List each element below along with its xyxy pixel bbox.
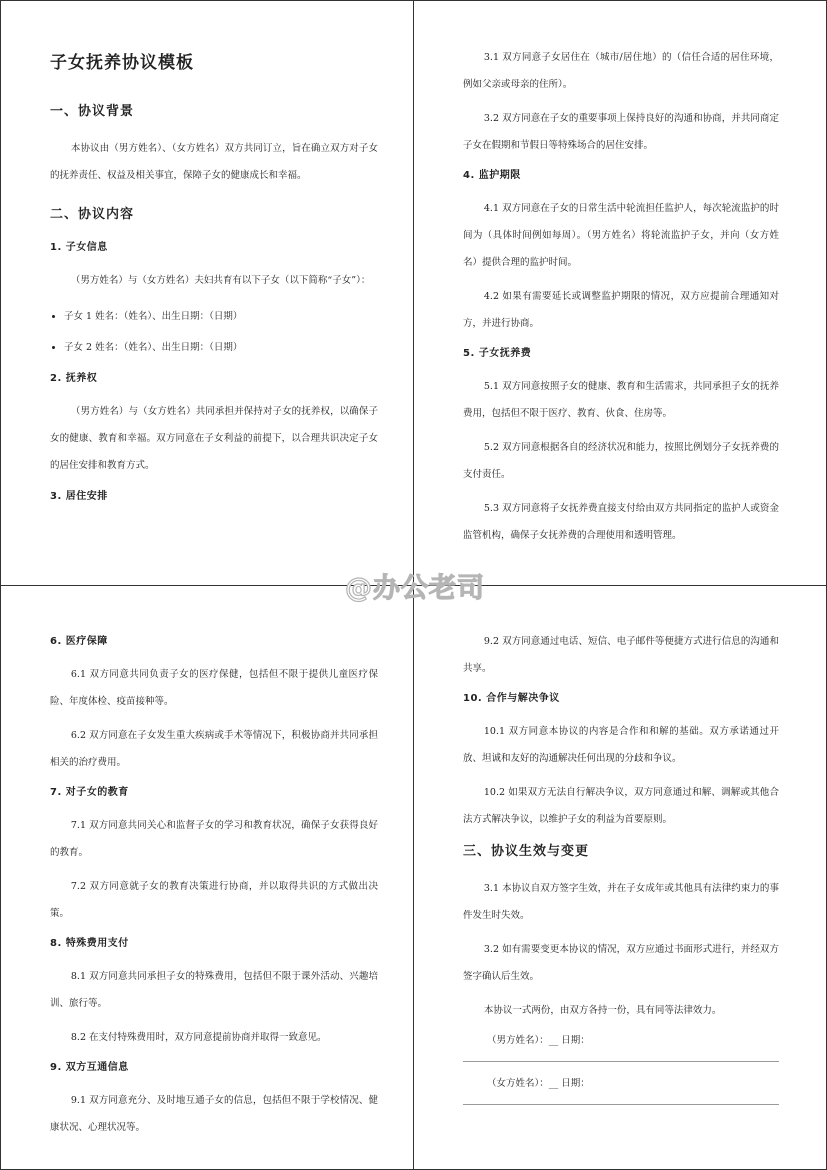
effect-3-1: 3.1 本协议自双方签字生效，并在子女成年或其他具有法律约束力的事件发生时失效。 xyxy=(463,883,779,921)
clause-8-2: 8.2 在支付特殊费用时，双方同意提前协商并取得一致意见。 xyxy=(70,1032,327,1043)
clause-heading-medical: 6. 医疗保障 xyxy=(50,636,108,647)
clause-heading-custody: 2. 抚养权 xyxy=(50,373,98,384)
clause-4-2: 4.2 如果有需要延长或调整监护期限的情况，双方应提前合理通知对方，并进行协商。 xyxy=(463,291,779,329)
signature-rule xyxy=(463,1104,779,1105)
signature-female: （女方姓名）：__ 日期： xyxy=(487,1078,590,1089)
clause-9-2: 9.2 双方同意通过电话、短信、电子邮件等便捷方式进行信息的沟通和共享。 xyxy=(463,636,779,674)
document-title: 子女抚养协议模板 xyxy=(50,53,194,73)
clause-heading-information: 9. 双方互通信息 xyxy=(50,1062,129,1073)
clause-heading-residence: 3. 居住安排 xyxy=(50,491,108,502)
clause-3-2: 3.2 双方同意在子女的重要事项上保持良好的沟通和协商，并共同商定子女在假期和节假日等特殊场合的居住安排。 xyxy=(463,113,779,151)
list-item: • 子女 1 姓名：（姓名）、出生日期：（日期） xyxy=(64,301,378,332)
clause-heading-child-info: 1. 子女信息 xyxy=(50,242,108,253)
signature-rule xyxy=(463,1061,779,1062)
clause-3-1: 3.1 双方同意子女居住在（城市/居住地）的（信任合适的居住环境，例如父亲或母亲的住所）。 xyxy=(463,52,779,90)
clause-10-1: 10.1 双方同意本协议的内容是合作和和解的基础。双方承诺通过开放、坦诚和友好的沟通解决任何出现的分歧和争议。 xyxy=(463,726,779,764)
section-heading-background: 一、协议背景 xyxy=(50,104,135,119)
clause-6-2: 6.2 双方同意在子女发生重大疾病或手术等情况下，积极协商并共同承担相关的治疗费用。 xyxy=(50,730,378,768)
clause-heading-special-fees: 8. 特殊费用支付 xyxy=(50,938,129,949)
clause-7-2: 7.2 双方同意就子女的教育决策进行协商，并以取得共识的方式做出决策。 xyxy=(50,881,378,919)
clause-heading-support-fee: 5. 子女抚养费 xyxy=(463,348,532,359)
child-list xyxy=(50,301,378,363)
clause-6-1: 6.1 双方同意共同负责子女的医疗保健，包括但不限于提供儿童医疗保险、年度体检、疫苗接种等。 xyxy=(50,669,378,707)
clause-5-2: 5.2 双方同意根据各自的经济状况和能力，按照比例划分子女抚养费的支付责任。 xyxy=(463,442,779,480)
page-1 xyxy=(50,48,378,516)
section-heading-content: 二、协议内容 xyxy=(50,207,135,222)
clause-heading-education: 7. 对子女的教育 xyxy=(50,787,129,798)
clause-7-1: 7.1 双方同意共同关心和监督子女的学习和教育状况，确保子女获得良好的教育。 xyxy=(50,820,378,858)
clause-5-3: 5.3 双方同意将子女抚养费直接支付给由双方共同指定的监护人或资金监管机构，确保子女抚养费的合理使用和透明管理。 xyxy=(463,503,779,541)
list-item: • 子女 2 姓名：（姓名）、出生日期：（日期） xyxy=(64,332,378,363)
effect-3-2: 3.2 如有需要变更本协议的情况，双方应通过书面形式进行，并经双方签字确认后生效。 xyxy=(463,944,779,982)
child-info-paragraph: （男方姓名）与（女方姓名）夫妇共育有以下子女（以下简称“子女”）： xyxy=(70,275,371,286)
page-2 xyxy=(463,44,779,556)
clause-4-1: 4.1 双方同意在子女的日常生活中轮流担任监护人，每次轮流监护的时间为（具体时间例如每周）。（男方姓名）将轮流监护子女，并向（女方姓名）提供合理的监护时间。 xyxy=(463,203,779,268)
clause-8-1: 8.1 双方同意共同承担子女的特殊费用，包括但不限于课外活动、兴趣培训、旅行等。 xyxy=(50,971,378,1009)
custody-paragraph: （男方姓名）与（女方姓名）共同承担并保持对子女的抚养权，以确保子女的健康、教育和幸福。双方同意在子女利益的前提下，以合理共识决定子女的居住安排和教育方式。 xyxy=(50,406,378,471)
clause-heading-disputes: 10. 合作与解决争议 xyxy=(463,693,560,704)
clause-9-1: 9.1 双方同意充分、及时地互通子女的信息，包括但不限于学校情况、健康状况、心理状况等。 xyxy=(50,1095,378,1133)
watermark-logo: @办公老司 xyxy=(345,572,485,604)
section-heading-effect: 三、协议生效与变更 xyxy=(463,844,590,859)
clause-10-2: 10.2 如果双方无法自行解决争议，双方同意通过和解、调解或其他合法方式解决争议，以维护子女的利益为首要原则。 xyxy=(463,787,779,825)
clause-5-1: 5.1 双方同意按照子女的健康、教育和生活需求，共同承担子女的抚养费用，包括但不限于医疗、教育、伙食、住房等。 xyxy=(463,381,779,419)
clause-heading-guardianship: 4. 监护期限 xyxy=(463,170,521,181)
page-3 xyxy=(50,632,378,1148)
background-paragraph: 本协议由（男方姓名）、（女方姓名）双方共同订立，旨在确立双方对子女的抚养责任、权益及相关事宜，保障子女的健康成长和幸福。 xyxy=(50,143,378,181)
closing-statement: 本协议一式两份，由双方各持一份，具有同等法律效力。 xyxy=(483,1005,722,1016)
page-4 xyxy=(463,628,779,1117)
signature-male: （男方姓名）：__ 日期： xyxy=(487,1035,590,1046)
